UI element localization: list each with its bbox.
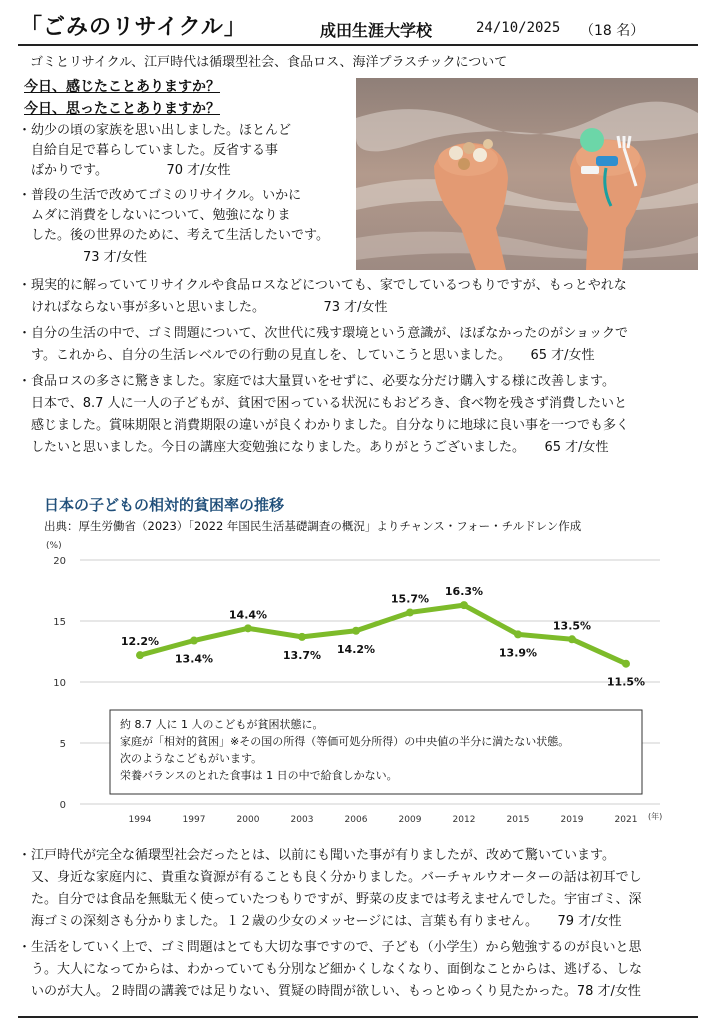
data-label: 16.3% — [444, 585, 484, 599]
y-tick-label: 0 — [59, 800, 66, 811]
data-point — [298, 633, 306, 641]
y-axis-label: (%) — [46, 541, 62, 551]
comment-line: したいと思いました。今日の講座大変勉強になりました。ありがとうございました。 65 才/女性 — [18, 440, 609, 455]
comment-line: 又、身近な家庭内に、貴重な資源が有ることも良く分かりました。バーチャルウオーターの話は初耳でし — [18, 870, 642, 885]
comment-line: ばかりです。 70 才/女性 — [18, 163, 231, 178]
data-point — [190, 637, 198, 645]
page-header — [0, 0, 717, 46]
x-axis-ticks — [129, 815, 638, 825]
x-tick-label: 2003 — [290, 815, 314, 825]
comment-line: ・江戸時代が完全な循環型社会だったとは、以前にも聞いた事が有りましたが、改めて驚いています。 — [18, 848, 615, 863]
x-axis-unit: (年) — [648, 812, 663, 821]
comment-line: ・現実的に解っていてリサイクルや食品ロスなどについても、家でしているつもりですが、もっとやれな — [18, 278, 627, 293]
data-point — [460, 601, 468, 609]
comment-line: した。後の世界のために、考えて生活したいです。 — [18, 228, 329, 243]
comment-line: 日本で、8.7 人に一人の子どもが、貧困で困っている状況にもおどろき、食べ物を残さず消費したいと — [18, 396, 628, 411]
comment-line: う。大人になってからは、わかっていても分別など細かくしなくなり、面倒なことからは、逃げる、しな — [18, 962, 643, 977]
comment-line: 73 才/女性 — [18, 250, 148, 265]
comment-line: ・普段の生活で改めてゴミのリサイクル。いかに — [18, 188, 302, 203]
annotation-line: 栄養バランスのとれた食事は 1 日の中で給食しかない。 — [120, 769, 398, 782]
data-label: 11.5% — [606, 675, 646, 689]
data-label: 15.7% — [390, 592, 430, 606]
x-tick-label: 2015 — [506, 815, 530, 825]
annotation-line: 次のようなこどもがいます。 — [120, 752, 263, 765]
page-title: 「ごみのリサイクル」 — [20, 15, 247, 40]
y-tick-label: 10 — [53, 678, 66, 689]
data-label: 14.2% — [336, 642, 376, 656]
data-point — [622, 660, 630, 668]
data-point — [406, 608, 414, 616]
y-tick-label: 15 — [53, 617, 66, 628]
chart-source: 出典：厚生労働省（2023）「2022 年国民生活基礎調査の概況」よりチャンス・フォー・チルドレン作成 — [44, 519, 582, 533]
y-tick-label: 5 — [59, 739, 66, 750]
chart-title: 日本の子どもの相対的貧困率の推移 — [44, 496, 285, 514]
comment-line: た。自分では食品を無駄无く使っていたつもりですが、野菜の皮までは考えませんでした。宇宙ゴミ、深 — [18, 892, 642, 907]
data-label: 14.4% — [228, 608, 268, 622]
y-tick-label: 20 — [53, 556, 66, 567]
data-point — [352, 627, 360, 635]
comment-line: す。これから、自分の生活レベルでの行動の見直しを、していこうと思いました。 65 才/女性 — [18, 348, 595, 363]
comment-line: 感じました。賞味期限と消費期限の違いが良くわかりました。自分なりに地球に良い事を一つでも多く — [18, 418, 630, 433]
poverty-rate-chart — [0, 532, 717, 832]
data-point — [136, 651, 144, 659]
hands-holding-shells-and-plastic-icon — [356, 78, 698, 270]
topic-intro: ゴミとリサイクル、江戸時代は循環型社会、食品ロス、海洋プラスチックについて — [30, 55, 508, 70]
header-rule — [18, 44, 698, 46]
x-tick-label: 1994 — [128, 815, 152, 825]
school-name: 成田生涯大学校 — [320, 21, 433, 40]
annotation-line: 家庭が「相対的貧困」※その国の所得（等価可処分所得）の中央値の半分に満たない状態。 — [120, 735, 570, 748]
data-label: 13.5% — [552, 619, 592, 633]
x-tick-label: 2006 — [344, 815, 368, 825]
data-label: 12.2% — [120, 635, 160, 649]
question-2: 今日、思ったことありますか？ — [24, 101, 220, 117]
comment-line: 海ゴミの深刻さも分かりました。１２歳の少女のメッセージには、言葉も有りません。 79 才/女性 — [18, 914, 622, 929]
data-point — [514, 630, 522, 638]
participant-count: （18 名） — [580, 23, 645, 39]
x-tick-label: 2012 — [452, 815, 476, 825]
data-point — [244, 624, 252, 632]
y-axis-ticks — [53, 556, 66, 811]
comment-line: ・幼少の頃の家族を思い出しました。ほとんど — [18, 123, 292, 138]
comment-line: ・自分の生活の中で、ゴミ問題について、次世代に残す環境という意識が、ほぼなかったのがショックで — [18, 326, 628, 341]
data-label: 13.4% — [174, 652, 214, 666]
footer-rule — [18, 1016, 698, 1018]
comment-line: ・生活をしていく上で、ゴミ問題はとても大切な事ですので、子ども（小学生）から勉強するのが良いと思 — [18, 940, 642, 955]
x-tick-label: 1997 — [182, 815, 206, 825]
comment-line: いのが大人。２時間の講義では足りない、質疑の時間が欲しい、もっとゆっくり見たかった。78 才/女性 — [18, 984, 641, 999]
x-tick-label: 2000 — [236, 815, 260, 825]
date-label: 24/10/2025 — [476, 20, 561, 36]
comment-line: 自給自足で暮らしていました。反省する事 — [18, 143, 279, 158]
comment-line: ければならない事が多いと思いました。 73 才/女性 — [18, 300, 388, 315]
x-tick-label: 2019 — [560, 815, 584, 825]
data-point — [568, 635, 576, 643]
comment-line: ムダに消費をしないについて、勉強になりま — [18, 208, 291, 223]
x-tick-label: 2021 — [614, 815, 638, 825]
data-label: 13.7% — [282, 648, 322, 662]
data-label: 13.9% — [498, 646, 538, 660]
x-tick-label: 2009 — [398, 815, 422, 825]
question-1: 今日、感じたことありますか？ — [24, 79, 220, 95]
annotation-line: 約 8.7 人に 1 人のこどもが貧困状態に。 — [120, 718, 324, 731]
comment-line: ・食品ロスの多さに驚きました。家庭では大量買いをせずに、必要な分だけ購入する様に改善します。 — [18, 374, 615, 389]
